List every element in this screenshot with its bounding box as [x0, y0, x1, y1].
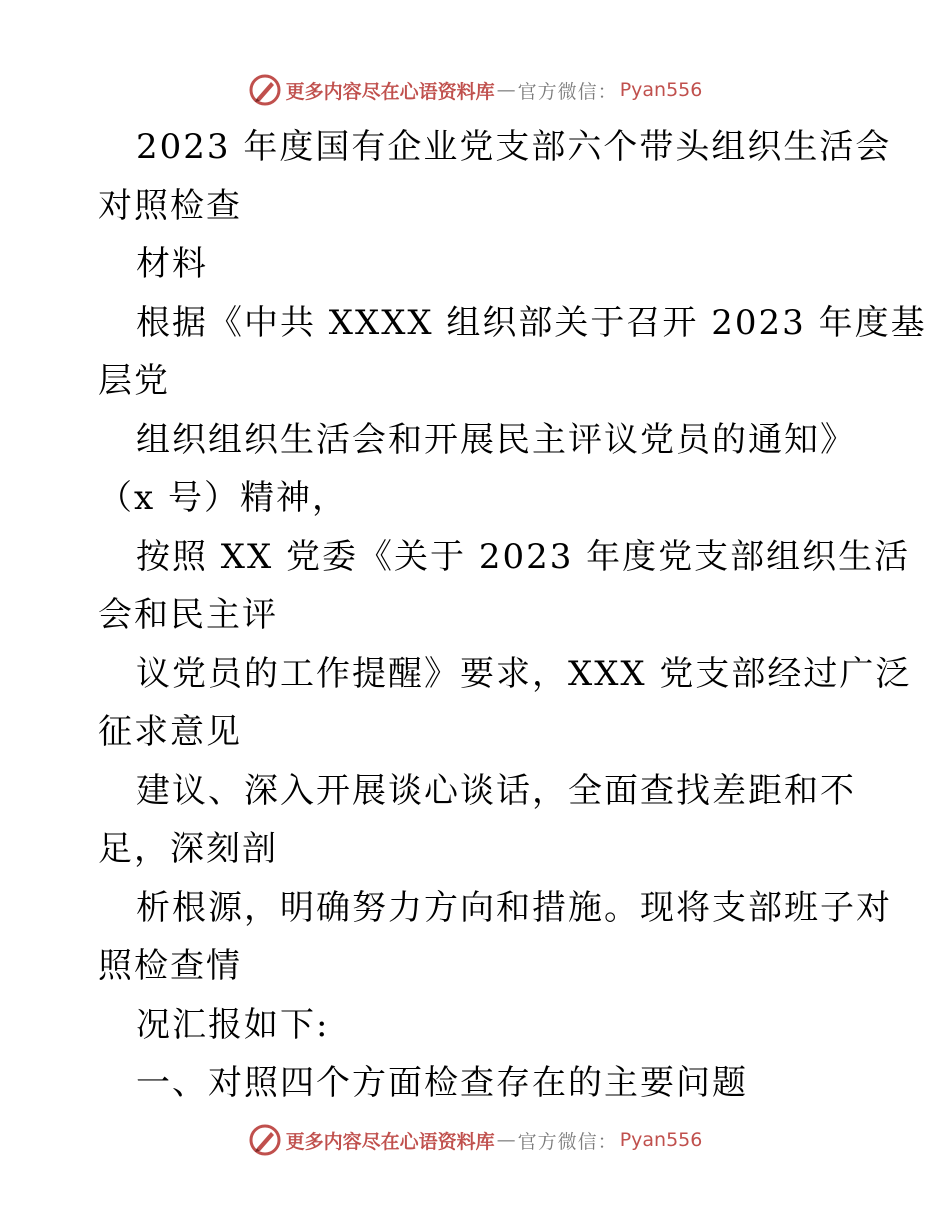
doc-line-9: 会和民主评	[98, 595, 278, 635]
doc-line-12: 建议、深入开展谈心谈话，全面查找差距和不	[136, 770, 856, 811]
header-watermark	[0, 70, 950, 110]
doc-line-8: 按照 XX 党委《关于 2023 年度党支部组织生活	[136, 536, 911, 577]
doc-line-13: 足，深刻剖	[98, 829, 278, 869]
pen-logo-icon	[248, 1123, 282, 1157]
doc-line-3: 材料	[136, 244, 208, 284]
watermark-side-text: 官方微信：	[517, 80, 618, 103]
doc-line-4: 根据《中共 XXXX 组织部关于召开 2023 年度基	[136, 302, 927, 343]
doc-line-6: 组织组织生活会和开展民主评议党员的通知》	[136, 419, 856, 460]
watermark-id: Pyan556	[619, 79, 703, 101]
watermark-side-text: 官方微信：	[517, 1130, 618, 1153]
watermark-id: Pyan556	[619, 1129, 703, 1151]
doc-line-17: 一、对照四个方面检查存在的主要问题	[136, 1063, 748, 1103]
doc-line-15: 照检查情	[98, 946, 242, 986]
footer-watermark	[0, 1120, 950, 1160]
watermark-separator: —	[496, 1129, 516, 1151]
doc-line-14: 析根源，明确努力方向和措施。现将支部班子对	[136, 887, 892, 928]
watermark-main-text: 更多内容尽在心语资料库	[285, 1130, 495, 1153]
doc-line-7: （x 号）精神，	[98, 478, 348, 518]
pen-logo-icon	[248, 73, 282, 107]
watermark-main-text: 更多内容尽在心语资料库	[285, 80, 495, 103]
doc-line-1: 2023 年度国有企业党支部六个带头组织生活会	[136, 127, 892, 167]
doc-line-16: 况汇报如下:	[136, 1004, 330, 1045]
doc-line-2: 对照检查	[98, 185, 242, 226]
watermark-separator: —	[496, 79, 516, 101]
doc-line-5: 层党	[98, 361, 170, 401]
document-body	[98, 118, 927, 1113]
doc-line-11: 征求意见	[98, 712, 242, 752]
doc-line-10: 议党员的工作提醒》要求，XXX 党支部经过广泛	[136, 653, 912, 694]
